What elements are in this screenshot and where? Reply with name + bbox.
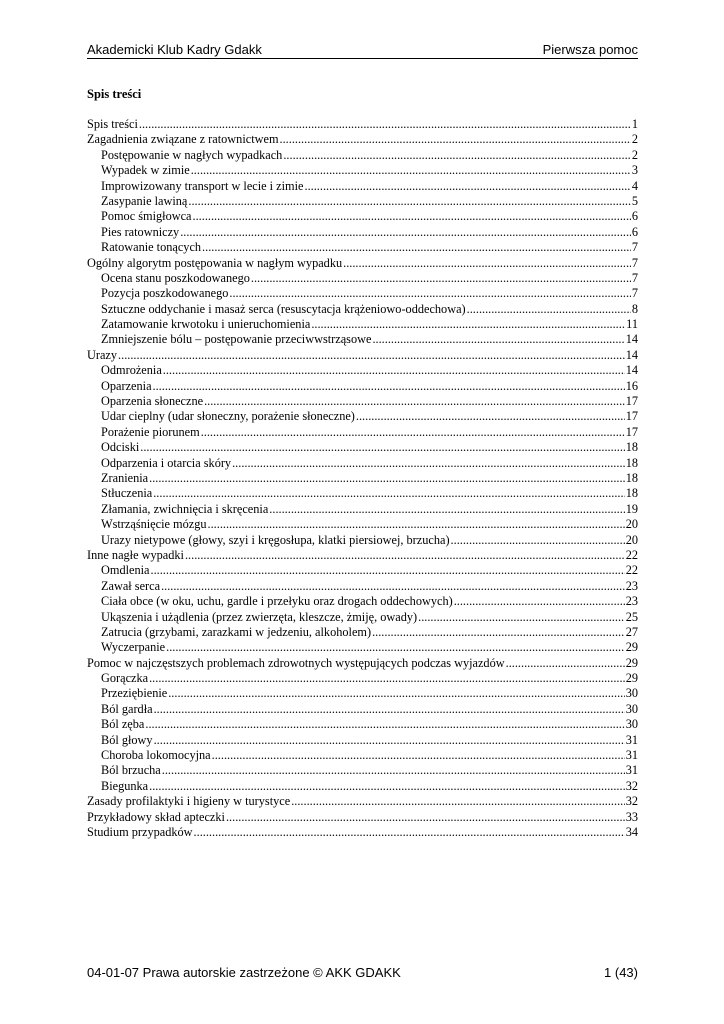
toc-entry-title: Ból gardła: [101, 701, 153, 716]
toc-entry[interactable]: [87, 379, 638, 394]
toc-entry[interactable]: [87, 440, 638, 455]
footer-copyright: 04-01-07 Prawa autorskie zastrzeżone © AKK GDAKK: [87, 965, 401, 980]
toc-entry-title: Przeziębienie: [101, 686, 168, 701]
toc-entry[interactable]: [87, 240, 638, 255]
toc-entry[interactable]: [87, 409, 638, 424]
toc-entry-title: Stłuczenia: [101, 486, 153, 501]
toc-entry-page: 11: [626, 317, 638, 332]
toc-entry-title: Ciała obce (w oku, uchu, gardle i przełyku oraz drogach oddechowych): [101, 594, 453, 609]
toc-entry-page: 23: [625, 578, 638, 593]
header-document-title: Pierwsza pomoc: [542, 42, 638, 57]
toc-dot-leader: [193, 209, 631, 224]
toc-entry[interactable]: [87, 286, 638, 301]
toc-entry-page: 25: [625, 609, 638, 624]
toc-entry-page: 6: [631, 209, 638, 224]
toc-entry-title: Przykładowy skład apteczki: [87, 809, 225, 824]
toc-dot-leader: [194, 825, 625, 840]
toc-entry-page: 7: [631, 270, 638, 285]
toc-entry-title: Improwizowany transport w lecie i zimie: [101, 178, 304, 193]
toc-entry-page: 6: [631, 224, 638, 239]
toc-dot-leader: [204, 394, 625, 409]
toc-entry[interactable]: [87, 748, 638, 763]
toc-entry-page: 30: [625, 701, 638, 716]
toc-entry[interactable]: [87, 132, 638, 147]
toc-entry-page: 7: [631, 240, 638, 255]
toc-entry-title: Pozycja poszkodowanego: [101, 286, 229, 301]
toc-entry[interactable]: [87, 594, 638, 609]
toc-entry[interactable]: [87, 502, 638, 517]
toc-entry-title: Urazy nietypowe (głowy, szyi i kręgosłupa, klatki piersiowej, brzucha): [101, 532, 450, 547]
toc-entry[interactable]: [87, 486, 638, 501]
toc-entry[interactable]: [87, 471, 638, 486]
toc-entry-page: 2: [631, 132, 638, 147]
toc-entry-title: Ból zęba: [101, 717, 145, 732]
toc-entry-page: 17: [625, 409, 638, 424]
toc-dot-leader: [454, 594, 625, 609]
toc-entry-page: 1: [631, 117, 638, 131]
toc-entry-page: 8: [631, 301, 638, 316]
toc-entry-title: Wypadek w zimie: [101, 163, 190, 178]
toc-entry-title: Zagadnienia związane z ratownictwem: [87, 132, 279, 147]
toc-entry-title: Ból głowy: [101, 732, 153, 747]
toc-entry-title: Porażenie piorunem: [101, 424, 200, 439]
toc-entry-title: Ocena stanu poszkodowanego: [101, 270, 250, 285]
toc-entry-title: Urazy: [87, 347, 118, 362]
toc-entry[interactable]: [87, 533, 638, 548]
toc-entry-page: 17: [625, 424, 638, 439]
toc-dot-leader: [166, 640, 625, 655]
toc-entry-title: Pomoc śmigłowca: [101, 209, 192, 224]
toc-dot-leader: [291, 794, 625, 809]
toc-entry[interactable]: [87, 148, 638, 163]
toc-dot-leader: [343, 256, 631, 271]
toc-dot-leader: [161, 579, 625, 594]
toc-dot-leader: [451, 533, 625, 548]
toc-dot-leader: [269, 502, 624, 517]
toc-entry[interactable]: [87, 194, 638, 209]
toc-entry-page: 20: [625, 532, 638, 547]
toc-dot-leader: [232, 456, 625, 471]
toc-entry-title: Udar cieplny (udar słoneczny, porażenie słoneczne): [101, 409, 355, 424]
toc-entry[interactable]: [87, 656, 638, 671]
toc-dot-leader: [251, 271, 631, 286]
toc-dot-leader: [467, 302, 631, 317]
toc-entry-page: 22: [625, 563, 638, 578]
toc-dot-leader: [226, 810, 625, 825]
toc-entry-title: Pies ratowniczy: [101, 224, 180, 239]
toc-entry-title: Inne nagłe wypadki: [87, 547, 184, 562]
toc-dot-leader: [139, 117, 631, 132]
toc-entry-page: 31: [625, 732, 638, 747]
toc-entry-title: Zmniejszenie bólu – postępowanie przeciwwstrząsowe: [101, 332, 372, 347]
toc-entry-title: Pomoc w najczęstszych problemach zdrowotnych występujących podczas wyjazdów: [87, 655, 505, 670]
toc-dot-leader: [229, 286, 630, 301]
toc-dot-leader: [372, 625, 625, 640]
toc-entry-title: Zasypanie lawiną: [101, 193, 188, 208]
toc-dot-leader: [212, 748, 625, 763]
toc-dot-leader: [188, 194, 630, 209]
toc-dot-leader: [185, 548, 625, 563]
toc-entry-page: 7: [631, 255, 638, 270]
toc-entry-page: 30: [625, 686, 638, 701]
toc-entry-page: 22: [625, 547, 638, 562]
toc-dot-leader: [168, 686, 624, 701]
toc-dot-leader: [163, 363, 625, 378]
toc-entry[interactable]: [87, 317, 638, 332]
toc-entry[interactable]: [87, 625, 638, 640]
toc-dot-leader: [162, 763, 625, 778]
toc-entry-title: Biegunka: [101, 778, 149, 793]
toc-entry-title: Wyczerpanie: [101, 640, 166, 655]
toc-entry[interactable]: [87, 810, 638, 825]
toc-entry-page: 32: [625, 778, 638, 793]
toc-heading: Spis treści: [87, 87, 142, 101]
toc-entry-title: Ogólny algorytm postępowania w nagłym wypadku: [87, 255, 343, 270]
toc-entry-page: 19: [625, 501, 638, 516]
toc-entry-title: Odparzenia i otarcia skóry: [101, 455, 232, 470]
toc-entry-page: 14: [625, 332, 638, 347]
header-org-name: Akademicki Klub Kadry Gdakk: [87, 42, 262, 57]
toc-entry-page: 20: [625, 517, 638, 532]
toc-entry[interactable]: [87, 686, 638, 701]
toc-entry-page: 31: [625, 763, 638, 778]
toc-entry[interactable]: [87, 302, 638, 317]
toc-entry[interactable]: [87, 640, 638, 655]
toc-entry[interactable]: [87, 671, 638, 686]
toc-entry[interactable]: [87, 702, 638, 717]
toc-entry-page: 18: [625, 440, 638, 455]
toc-entry-title: Odmrożenia: [101, 363, 162, 378]
toc-entry-title: Oparzenia słoneczne: [101, 394, 204, 409]
toc-entry-title: Studium przypadków: [87, 824, 193, 839]
toc-entry[interactable]: [87, 271, 638, 286]
toc-dot-leader: [151, 563, 625, 578]
toc-entry[interactable]: [87, 456, 638, 471]
toc-entry-page: 31: [625, 748, 638, 763]
toc-dot-leader: [145, 717, 624, 732]
toc-entry-page: 29: [625, 640, 638, 655]
toc-entry-title: Omdlenia: [101, 563, 150, 578]
toc-entry-title: Gorączka: [101, 671, 149, 686]
toc-entry-page: 14: [625, 347, 638, 362]
toc-dot-leader: [208, 517, 625, 532]
toc-entry[interactable]: [87, 425, 638, 440]
toc-entry[interactable]: [87, 779, 638, 794]
toc-entry-page: 5: [631, 193, 638, 208]
toc-entry-title: Zranienia: [101, 470, 149, 485]
toc-dot-leader: [153, 486, 624, 501]
toc-entry-page: 18: [625, 455, 638, 470]
toc-dot-leader: [280, 132, 631, 147]
toc-entry-title: Złamania, zwichnięcia i skręcenia: [101, 501, 269, 516]
toc-dot-leader: [311, 317, 625, 332]
toc-entry-page: 18: [625, 486, 638, 501]
toc-dot-leader: [372, 332, 624, 347]
toc-dot-leader: [356, 409, 625, 424]
toc-entry[interactable]: [87, 794, 638, 809]
toc-dot-leader: [140, 440, 624, 455]
toc-entry-title: Postępowanie w nagłych wypadkach: [101, 147, 283, 162]
toc-entry-title: Ból brzucha: [101, 763, 161, 778]
toc-entry-title: Odciski: [101, 440, 140, 455]
toc-entry[interactable]: [87, 117, 638, 132]
toc-entry[interactable]: [87, 825, 638, 840]
toc-dot-leader: [305, 179, 631, 194]
toc-entry-page: 32: [625, 794, 638, 809]
toc-entry[interactable]: [87, 256, 638, 271]
toc-dot-leader: [154, 702, 625, 717]
toc-entry[interactable]: [87, 579, 638, 594]
toc-entry-page: 29: [625, 671, 638, 686]
toc-entry-page: 29: [625, 655, 638, 670]
toc-dot-leader: [191, 163, 631, 178]
toc-entry[interactable]: [87, 348, 638, 363]
toc-entry-page: 17: [625, 394, 638, 409]
toc-entry-title: Ukąszenia i użądlenia (przez zwierzęta, kleszcze, żmiję, owady): [101, 609, 418, 624]
toc-entry[interactable]: [87, 209, 638, 224]
toc-entry-page: 4: [631, 178, 638, 193]
toc-entry[interactable]: [87, 548, 638, 563]
toc-entry-title: Zasady profilaktyki i higieny w turystyce: [87, 794, 291, 809]
toc-entry-title: Zawał serca: [101, 578, 161, 593]
toc-dot-leader: [149, 471, 625, 486]
toc-entry[interactable]: [87, 717, 638, 732]
toc-entry-title: Ratowanie tonących: [101, 240, 202, 255]
toc-dot-leader: [506, 656, 625, 671]
toc-entry[interactable]: [87, 363, 638, 378]
toc-entry-title: Zatrucia (grzybami, zarazkami w jedzeniu, alkoholem): [101, 624, 372, 639]
toc-dot-leader: [201, 425, 625, 440]
toc-entry-title: Wstrząśnięcie mózgu: [101, 517, 207, 532]
page-footer: [87, 966, 638, 980]
toc-entry-title: Zatamowanie krwotoku i unieruchomienia: [101, 317, 311, 332]
toc-dot-leader: [153, 379, 625, 394]
toc-entry-page: 27: [625, 624, 638, 639]
toc-dot-leader: [154, 733, 625, 748]
toc-entry-page: 16: [625, 378, 638, 393]
toc-entry[interactable]: [87, 163, 638, 178]
table-of-contents: [87, 117, 638, 840]
footer-page-number: 1 (43): [604, 965, 638, 980]
toc-dot-leader: [118, 348, 625, 363]
toc-entry[interactable]: [87, 517, 638, 532]
toc-entry[interactable]: [87, 225, 638, 240]
toc-entry-page: 7: [631, 286, 638, 301]
toc-entry-page: 23: [625, 594, 638, 609]
toc-entry-page: 33: [625, 809, 638, 824]
toc-dot-leader: [180, 225, 631, 240]
toc-dot-leader: [149, 671, 625, 686]
toc-entry-page: 2: [631, 147, 638, 162]
toc-entry[interactable]: [87, 733, 638, 748]
toc-entry-title: Spis treści: [87, 117, 138, 131]
toc-dot-leader: [283, 148, 631, 163]
toc-entry[interactable]: [87, 610, 638, 625]
toc-entry[interactable]: [87, 394, 638, 409]
page-header: [87, 43, 638, 59]
toc-entry-title: Oparzenia: [101, 378, 152, 393]
toc-entry-page: 34: [625, 824, 638, 839]
toc-entry[interactable]: [87, 179, 638, 194]
toc-entry[interactable]: [87, 563, 638, 578]
toc-entry[interactable]: [87, 763, 638, 778]
toc-dot-leader: [149, 779, 625, 794]
toc-entry-page: 30: [625, 717, 638, 732]
toc-entry-page: 3: [631, 163, 638, 178]
toc-entry-page: 14: [625, 363, 638, 378]
toc-dot-leader: [202, 240, 631, 255]
toc-dot-leader: [418, 610, 625, 625]
toc-entry[interactable]: [87, 332, 638, 347]
toc-entry-title: Choroba lokomocyjna: [101, 748, 211, 763]
toc-entry-page: 18: [625, 470, 638, 485]
toc-entry-title: Sztuczne oddychanie i masaż serca (resuscytacja krążeniowo-oddechowa): [101, 301, 466, 316]
